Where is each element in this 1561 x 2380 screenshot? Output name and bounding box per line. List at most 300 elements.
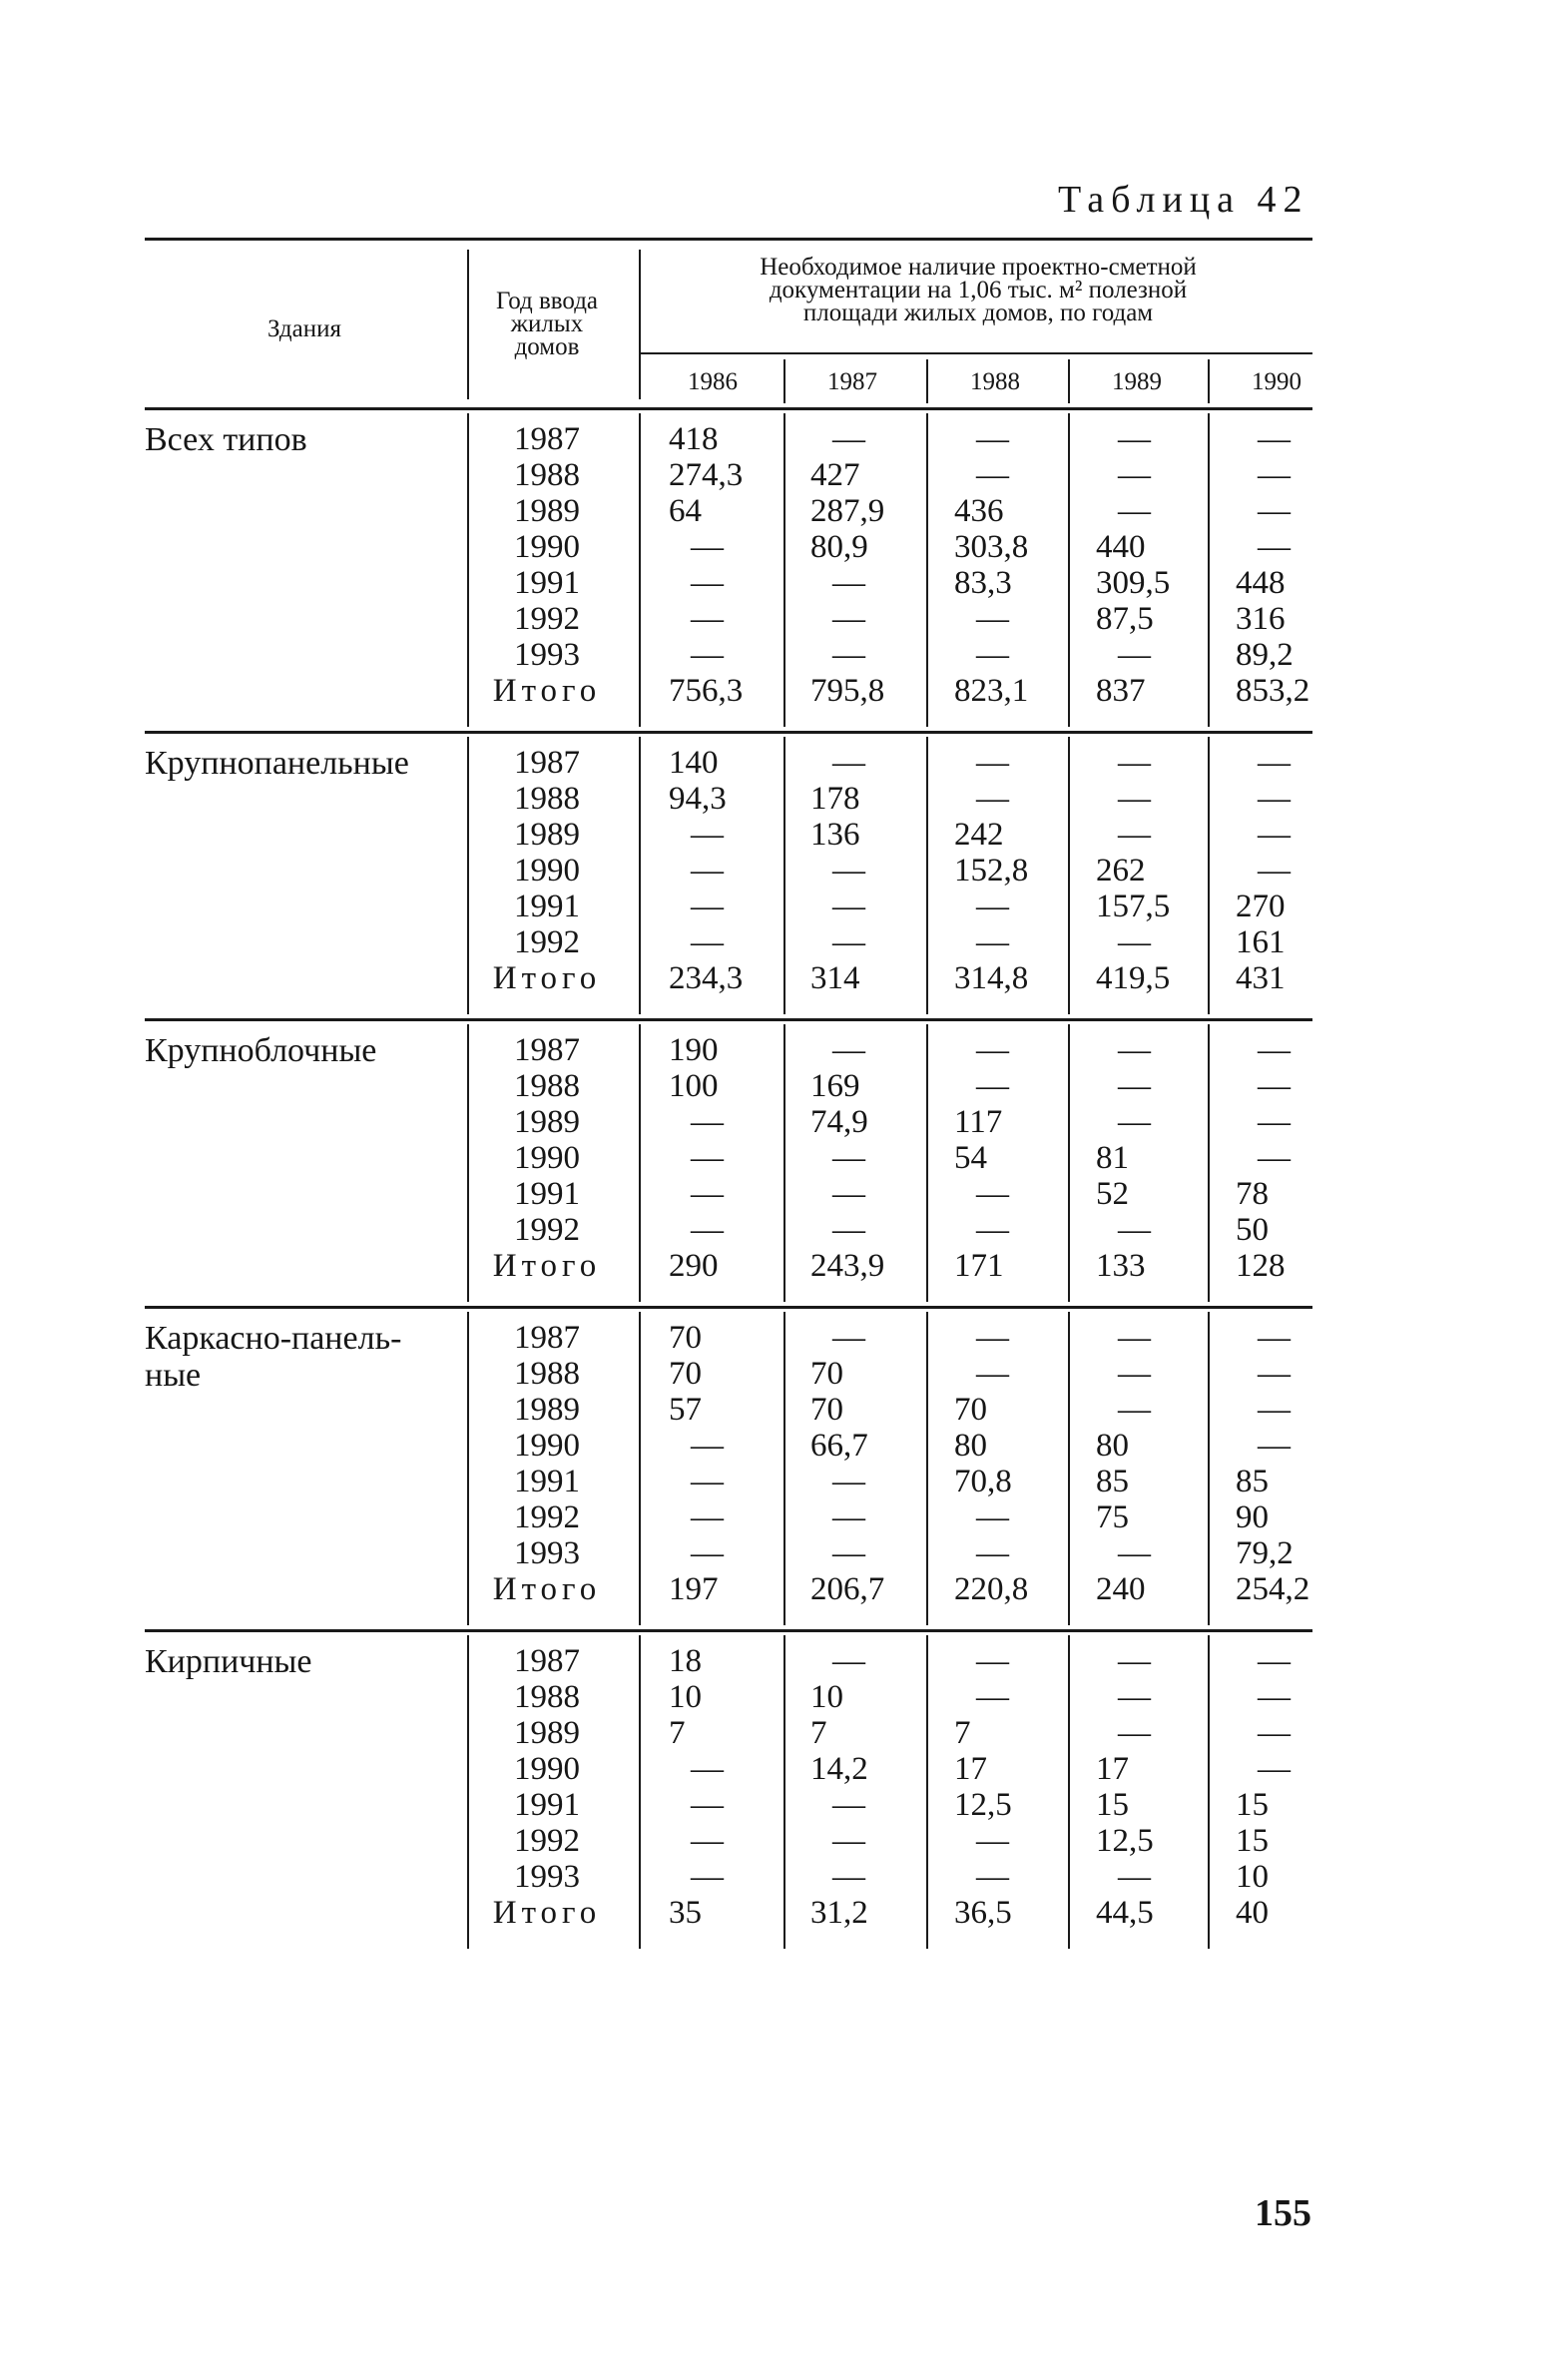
value-cell: —: [691, 1140, 724, 1176]
year-cell: 1988: [514, 457, 580, 493]
year-cell: 1987: [514, 745, 580, 781]
column-divider: [467, 413, 469, 727]
value-cell: —: [832, 637, 865, 673]
value-cell: 436: [954, 493, 1004, 529]
value-cell: 240: [1096, 1571, 1146, 1607]
value-cell: 190: [669, 1032, 719, 1068]
value-cell: 14,2: [810, 1751, 868, 1787]
building-type-name: [145, 1320, 434, 1394]
column-divider: [783, 1024, 785, 1302]
value-cell: —: [691, 817, 724, 853]
value-cell: —: [976, 1859, 1009, 1895]
value-cell: —: [976, 637, 1009, 673]
value-cell: —: [691, 889, 724, 924]
value-cell: 197: [669, 1571, 719, 1607]
column-divider: [467, 1635, 469, 1949]
value-cell: —: [832, 565, 865, 601]
column-divider: [467, 1024, 469, 1302]
value-cell: 243,9: [810, 1248, 885, 1284]
value-cell: —: [976, 1823, 1009, 1859]
value-cell: —: [976, 1535, 1009, 1571]
value-cell: —: [691, 637, 724, 673]
value-cell: —: [1118, 457, 1151, 493]
column-divider: [639, 413, 641, 727]
value-cell: —: [976, 1212, 1009, 1248]
value-cell: 117: [954, 1104, 1003, 1140]
group-separator-rule: [145, 731, 1312, 734]
value-cell: 90: [1236, 1499, 1269, 1535]
header-divider: [639, 250, 641, 399]
header-year-1987: 1987: [827, 368, 877, 395]
value-cell: 254,2: [1236, 1571, 1310, 1607]
value-cell: 178: [810, 781, 860, 817]
header-divider: [926, 359, 928, 403]
building-type-name: [145, 1032, 434, 1069]
value-cell: —: [1118, 924, 1151, 960]
value-cell: 70: [954, 1392, 987, 1428]
value-cell: —: [1118, 637, 1151, 673]
building-type-name-line: Каркасно-панель-: [145, 1320, 402, 1357]
year-cell: 1992: [514, 1823, 580, 1859]
value-cell: —: [976, 601, 1009, 637]
value-cell: —: [832, 1464, 865, 1499]
column-divider: [1208, 1635, 1210, 1949]
value-cell: 448: [1236, 565, 1286, 601]
value-cell: —: [976, 421, 1009, 457]
value-cell: 54: [954, 1140, 987, 1176]
year-cell: 1988: [514, 781, 580, 817]
value-cell: 87,5: [1096, 601, 1154, 637]
value-cell: 206,7: [810, 1571, 885, 1607]
year-cell: 1990: [514, 1751, 580, 1787]
value-cell: —: [832, 1176, 865, 1212]
value-cell: —: [1118, 1356, 1151, 1392]
building-type-name-line: Крупноблочные: [145, 1032, 377, 1069]
table-group: [145, 1018, 1312, 1306]
value-cell: 427: [810, 457, 860, 493]
value-cell: 15: [1236, 1823, 1269, 1859]
value-cell: 35: [669, 1895, 702, 1931]
value-cell: 10: [810, 1679, 843, 1715]
value-cell: —: [691, 1499, 724, 1535]
value-cell: —: [1258, 1751, 1291, 1787]
header-year-entry-line: домов: [514, 333, 580, 360]
value-cell: —: [691, 1535, 724, 1571]
value-cell: 795,8: [810, 673, 885, 709]
value-cell: 419,5: [1096, 960, 1171, 996]
value-cell: —: [832, 1643, 865, 1679]
header-buildings: Здания: [267, 315, 341, 342]
value-cell: —: [1258, 1643, 1291, 1679]
column-divider: [1068, 1635, 1070, 1949]
value-cell: —: [976, 1499, 1009, 1535]
value-cell: —: [1258, 781, 1291, 817]
header-year-1989: 1989: [1112, 368, 1162, 395]
value-cell: —: [976, 1320, 1009, 1356]
header-divider: [467, 250, 469, 399]
year-cell: 1992: [514, 1212, 580, 1248]
value-cell: —: [976, 924, 1009, 960]
value-cell: —: [1258, 745, 1291, 781]
value-cell: 431: [1236, 960, 1286, 996]
column-divider: [783, 1312, 785, 1625]
value-cell: —: [691, 1104, 724, 1140]
year-cell: 1987: [514, 1320, 580, 1356]
value-cell: 52: [1096, 1176, 1129, 1212]
value-cell: —: [691, 1787, 724, 1823]
value-cell: 75: [1096, 1499, 1129, 1535]
column-divider: [1068, 413, 1070, 727]
value-cell: 220,8: [954, 1571, 1029, 1607]
value-cell: —: [1258, 421, 1291, 457]
value-cell: —: [691, 565, 724, 601]
year-cell: 1990: [514, 1140, 580, 1176]
value-cell: —: [1258, 1032, 1291, 1068]
value-cell: 17: [1096, 1751, 1129, 1787]
value-cell: 44,5: [1096, 1895, 1154, 1931]
value-cell: —: [832, 1320, 865, 1356]
value-cell: 136: [810, 817, 860, 853]
year-cell: 1989: [514, 817, 580, 853]
value-cell: 161: [1236, 924, 1286, 960]
year-cell: 1992: [514, 924, 580, 960]
value-cell: —: [691, 1464, 724, 1499]
value-cell: 94,3: [669, 781, 727, 817]
year-cell: 1988: [514, 1679, 580, 1715]
value-cell: —: [1258, 493, 1291, 529]
column-divider: [783, 737, 785, 1014]
header-divider: [1208, 359, 1210, 403]
value-cell: —: [1118, 1643, 1151, 1679]
value-cell: —: [1118, 1535, 1151, 1571]
value-cell: —: [1258, 1715, 1291, 1751]
year-cell: 1992: [514, 601, 580, 637]
value-cell: —: [832, 1140, 865, 1176]
value-cell: —: [691, 1859, 724, 1895]
value-cell: —: [1118, 1320, 1151, 1356]
value-cell: —: [1118, 781, 1151, 817]
header-year-entry-line: жилых: [510, 310, 584, 337]
value-cell: —: [691, 601, 724, 637]
value-cell: 89,2: [1236, 637, 1294, 673]
value-cell: —: [1118, 493, 1151, 529]
value-cell: 853,2: [1236, 673, 1310, 709]
value-cell: 70: [810, 1392, 843, 1428]
value-cell: 31,2: [810, 1895, 868, 1931]
column-divider: [639, 1024, 641, 1302]
value-cell: 270: [1236, 889, 1286, 924]
value-cell: 10: [1236, 1859, 1269, 1895]
header-year-1990: 1990: [1252, 368, 1301, 395]
value-cell: 303,8: [954, 529, 1029, 565]
value-cell: —: [976, 1643, 1009, 1679]
year-cell: 1989: [514, 1392, 580, 1428]
header-documentation-need: [644, 256, 1312, 324]
value-cell: 50: [1236, 1212, 1269, 1248]
value-cell: 70: [669, 1320, 702, 1356]
value-cell: —: [1258, 1140, 1291, 1176]
value-cell: 36,5: [954, 1895, 1012, 1931]
value-cell: —: [1258, 817, 1291, 853]
year-cell: 1989: [514, 1715, 580, 1751]
year-cell: 1993: [514, 637, 580, 673]
building-type-name-line: Всех типов: [145, 421, 307, 458]
value-cell: —: [976, 889, 1009, 924]
value-cell: —: [1118, 1068, 1151, 1104]
value-cell: —: [1258, 1356, 1291, 1392]
column-divider: [783, 1635, 785, 1949]
value-cell: —: [1118, 1715, 1151, 1751]
value-cell: 133: [1096, 1248, 1146, 1284]
value-cell: 18: [669, 1643, 702, 1679]
value-cell: —: [1118, 1104, 1151, 1140]
value-cell: —: [1118, 1212, 1151, 1248]
value-cell: 234,3: [669, 960, 744, 996]
header-need-line: Необходимое наличие проектно-сметной: [760, 254, 1197, 281]
value-cell: 40: [1236, 1895, 1269, 1931]
year-cell: 1987: [514, 421, 580, 457]
value-cell: —: [691, 1823, 724, 1859]
value-cell: —: [1118, 1859, 1151, 1895]
value-cell: —: [691, 1751, 724, 1787]
total-label: Итого: [492, 673, 602, 709]
value-cell: —: [832, 1535, 865, 1571]
value-cell: —: [832, 1859, 865, 1895]
column-divider: [1208, 737, 1210, 1014]
value-cell: 15: [1096, 1787, 1129, 1823]
value-cell: 242: [954, 817, 1004, 853]
column-divider: [1068, 1024, 1070, 1302]
value-cell: 80,9: [810, 529, 868, 565]
value-cell: —: [1118, 1032, 1151, 1068]
column-divider: [639, 737, 641, 1014]
value-cell: —: [976, 1068, 1009, 1104]
value-cell: 66,7: [810, 1428, 868, 1464]
year-cell: 1987: [514, 1643, 580, 1679]
column-divider: [926, 737, 928, 1014]
page-number: 155: [1255, 2192, 1311, 2234]
year-cell: 1989: [514, 1104, 580, 1140]
value-cell: 140: [669, 745, 719, 781]
value-cell: 290: [669, 1248, 719, 1284]
header-subrule: [639, 352, 1312, 354]
value-cell: 440: [1096, 529, 1146, 565]
value-cell: 80: [954, 1428, 987, 1464]
year-cell: 1988: [514, 1356, 580, 1392]
value-cell: —: [1258, 1392, 1291, 1428]
building-type-name: [145, 421, 434, 458]
top-rule: [145, 238, 1312, 241]
column-divider: [1068, 1312, 1070, 1625]
value-cell: —: [832, 889, 865, 924]
column-divider: [1068, 737, 1070, 1014]
header-year-entry: [462, 290, 632, 358]
value-cell: 57: [669, 1392, 702, 1428]
header-year-1986: 1986: [688, 368, 738, 395]
value-cell: —: [1258, 1068, 1291, 1104]
value-cell: —: [1258, 1679, 1291, 1715]
year-cell: 1987: [514, 1032, 580, 1068]
value-cell: 171: [954, 1248, 1004, 1284]
value-cell: —: [1258, 529, 1291, 565]
value-cell: —: [691, 853, 724, 889]
total-label: Итого: [492, 1248, 602, 1284]
column-divider: [1208, 413, 1210, 727]
value-cell: 15: [1236, 1787, 1269, 1823]
value-cell: 80: [1096, 1428, 1129, 1464]
value-cell: —: [691, 1428, 724, 1464]
column-divider: [639, 1635, 641, 1949]
value-cell: —: [976, 1679, 1009, 1715]
value-cell: 64: [669, 493, 702, 529]
value-cell: 10: [669, 1679, 702, 1715]
group-separator-rule: [145, 1306, 1312, 1309]
table-group: [145, 731, 1312, 1018]
header-year-entry-line: Год ввода: [495, 288, 599, 314]
value-cell: —: [976, 781, 1009, 817]
header-need-line: площади жилых домов, по годам: [802, 299, 1154, 326]
value-cell: —: [976, 1356, 1009, 1392]
column-divider: [639, 1312, 641, 1625]
header-need-line: документации на 1,06 тыс. м² полезной: [769, 277, 1188, 303]
total-label: Итого: [492, 1895, 602, 1931]
group-separator-rule: [145, 1629, 1312, 1632]
value-cell: —: [832, 1823, 865, 1859]
value-cell: 157,5: [1096, 889, 1171, 924]
group-separator-rule: [145, 1018, 1312, 1021]
column-divider: [926, 413, 928, 727]
value-cell: —: [691, 1176, 724, 1212]
year-cell: 1988: [514, 1068, 580, 1104]
value-cell: —: [976, 745, 1009, 781]
value-cell: 314: [810, 960, 860, 996]
building-type-name-line: Кирпичные: [145, 1643, 312, 1680]
value-cell: 152,8: [954, 853, 1029, 889]
value-cell: —: [1258, 1104, 1291, 1140]
value-cell: —: [832, 601, 865, 637]
value-cell: 85: [1096, 1464, 1129, 1499]
table-group: [145, 1629, 1312, 1953]
value-cell: —: [832, 421, 865, 457]
total-label: Итого: [492, 960, 602, 996]
year-cell: 1991: [514, 1787, 580, 1823]
value-cell: —: [832, 745, 865, 781]
building-type-name: [145, 745, 434, 782]
value-cell: 100: [669, 1068, 719, 1104]
value-cell: 17: [954, 1751, 987, 1787]
value-cell: 837: [1096, 673, 1146, 709]
year-cell: 1992: [514, 1499, 580, 1535]
column-divider: [926, 1635, 928, 1949]
value-cell: 12,5: [954, 1787, 1012, 1823]
column-divider: [926, 1024, 928, 1302]
value-cell: 274,3: [669, 457, 744, 493]
year-cell: 1991: [514, 565, 580, 601]
building-type-name: [145, 1643, 434, 1680]
year-cell: 1991: [514, 1464, 580, 1499]
value-cell: 70,8: [954, 1464, 1012, 1499]
value-cell: —: [691, 1212, 724, 1248]
year-cell: 1993: [514, 1859, 580, 1895]
year-cell: 1993: [514, 1535, 580, 1571]
value-cell: —: [976, 1032, 1009, 1068]
value-cell: 70: [669, 1356, 702, 1392]
value-cell: 83,3: [954, 565, 1012, 601]
value-cell: 169: [810, 1068, 860, 1104]
year-cell: 1991: [514, 1176, 580, 1212]
value-cell: 287,9: [810, 493, 885, 529]
value-cell: —: [976, 457, 1009, 493]
value-cell: —: [832, 1499, 865, 1535]
column-divider: [467, 1312, 469, 1625]
value-cell: —: [832, 1787, 865, 1823]
header-divider: [1068, 359, 1070, 403]
value-cell: —: [1258, 457, 1291, 493]
column-divider: [467, 737, 469, 1014]
value-cell: —: [1258, 1320, 1291, 1356]
value-cell: —: [832, 924, 865, 960]
column-divider: [1208, 1024, 1210, 1302]
table-group: [145, 407, 1312, 731]
value-cell: —: [1258, 1428, 1291, 1464]
table-group: [145, 1306, 1312, 1629]
header-year-1988: 1988: [970, 368, 1020, 395]
header-divider: [783, 359, 785, 403]
building-type-name-line: ные: [145, 1357, 202, 1394]
table-caption: Таблица 42: [1058, 179, 1309, 221]
value-cell: 85: [1236, 1464, 1269, 1499]
value-cell: 78: [1236, 1176, 1269, 1212]
value-cell: 756,3: [669, 673, 744, 709]
value-cell: 79,2: [1236, 1535, 1294, 1571]
value-cell: —: [1118, 745, 1151, 781]
column-divider: [1208, 1312, 1210, 1625]
value-cell: —: [832, 1032, 865, 1068]
value-cell: 316: [1236, 601, 1286, 637]
year-cell: 1990: [514, 853, 580, 889]
column-divider: [783, 413, 785, 727]
value-cell: 81: [1096, 1140, 1129, 1176]
building-type-name-line: Крупнопанельные: [145, 745, 409, 782]
value-cell: —: [1118, 421, 1151, 457]
total-label: Итого: [492, 1571, 602, 1607]
value-cell: —: [1258, 853, 1291, 889]
year-cell: 1990: [514, 529, 580, 565]
value-cell: 418: [669, 421, 719, 457]
value-cell: 309,5: [1096, 565, 1171, 601]
value-cell: —: [1118, 1392, 1151, 1428]
value-cell: —: [691, 924, 724, 960]
value-cell: —: [691, 529, 724, 565]
value-cell: 7: [954, 1715, 971, 1751]
value-cell: 262: [1096, 853, 1146, 889]
value-cell: —: [832, 1212, 865, 1248]
year-cell: 1991: [514, 889, 580, 924]
value-cell: 70: [810, 1356, 843, 1392]
value-cell: —: [1118, 817, 1151, 853]
value-cell: 128: [1236, 1248, 1286, 1284]
value-cell: 7: [669, 1715, 686, 1751]
value-cell: 314,8: [954, 960, 1029, 996]
value-cell: —: [832, 853, 865, 889]
column-divider: [926, 1312, 928, 1625]
value-cell: 74,9: [810, 1104, 868, 1140]
value-cell: —: [1118, 1679, 1151, 1715]
year-cell: 1989: [514, 493, 580, 529]
value-cell: 12,5: [1096, 1823, 1154, 1859]
year-cell: 1990: [514, 1428, 580, 1464]
value-cell: 823,1: [954, 673, 1029, 709]
